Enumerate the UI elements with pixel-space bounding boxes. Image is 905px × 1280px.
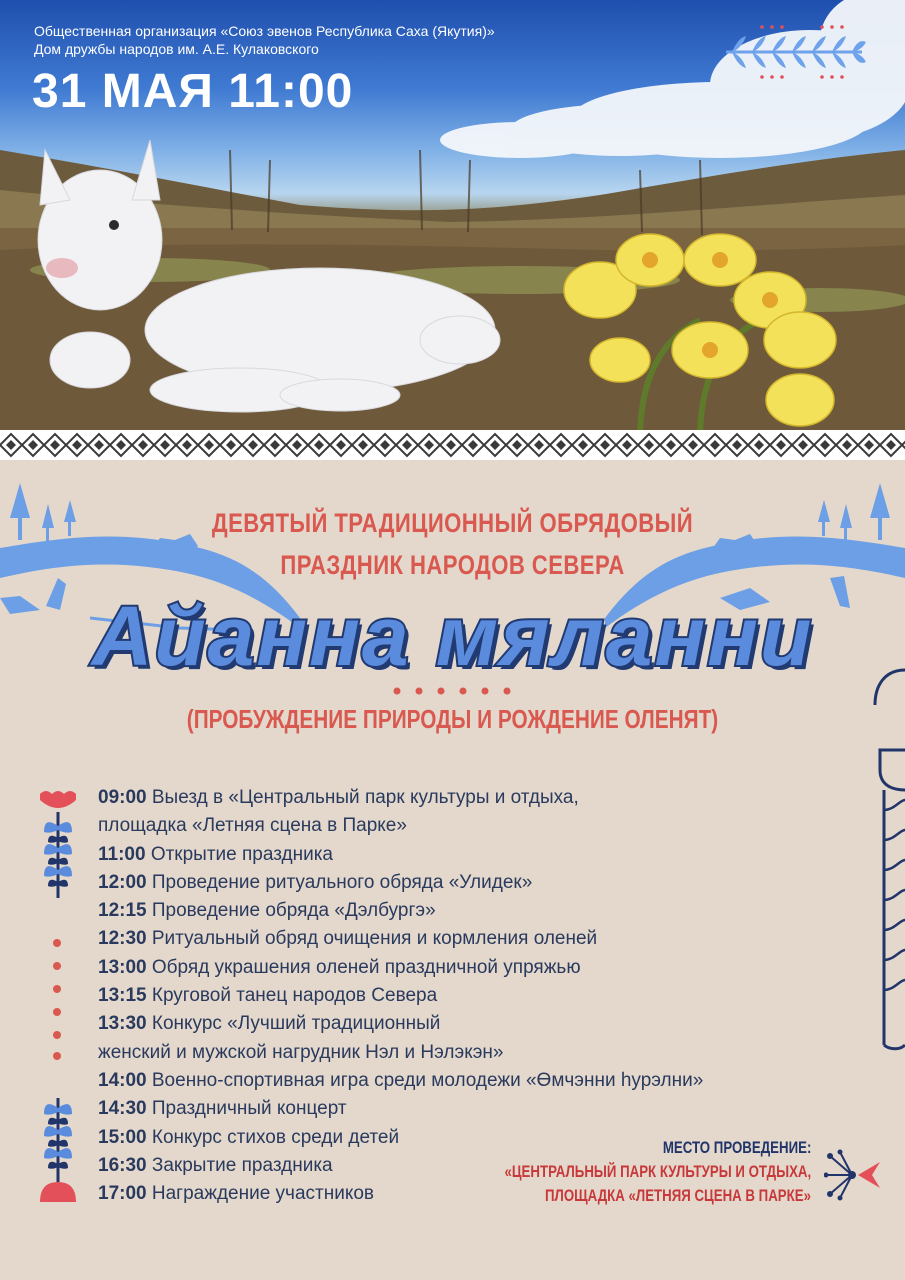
schedule-time: 12:30: [98, 928, 147, 950]
schedule-row: [98, 1067, 878, 1095]
tulip-ornament-icon: [36, 786, 80, 902]
schedule-time: 16:30: [98, 1154, 147, 1176]
schedule-text: Круговой танец народов Севера: [146, 985, 438, 1007]
tulip-ornament-icon: [36, 1094, 80, 1210]
event-subtitle-line-1: ДЕВЯТЫЙ ТРАДИЦИОННЫЙ ОБРЯДОВЫЙ: [211, 508, 694, 538]
schedule-row: [98, 982, 878, 1010]
schedule-text: Праздничный концерт: [146, 1098, 347, 1120]
schedule-text: Военно-спортивная игра среди молодежи «Өмчэнни һурэлни»: [146, 1069, 704, 1091]
venue-line-1: «ЦЕНТРАЛЬНЫЙ ПАРК КУЛЬТУРЫ И ОТДЫХА,: [504, 1162, 811, 1181]
schedule-row: [98, 1095, 878, 1123]
ornament-border: [0, 430, 905, 460]
event-tagline: (ПРОБУЖДЕНИЕ ПРИРОДЫ И РОЖДЕНИЕ ОЛЕНЯТ): [186, 704, 719, 734]
organizer-line-2: Дом дружбы народов им. А.Е. Кулаковского: [34, 41, 319, 57]
venue-label: МЕСТО ПРОВЕДЕНИЕ:: [662, 1138, 811, 1157]
schedule-text: женский и мужской нагрудник Нэл и Нэлэкэн»: [98, 1041, 504, 1063]
schedule-row: [98, 954, 878, 982]
venue-line-2: ПЛОЩАДКА «ЛЕТНЯЯ СЦЕНА В ПАРКЕ»: [545, 1186, 811, 1205]
schedule-text: Конкурс «Лучший традиционный: [146, 1013, 441, 1035]
schedule-row: [98, 784, 878, 812]
schedule-row: [98, 1010, 878, 1038]
schedule-row: [98, 897, 878, 925]
schedule-time: 15:00: [98, 1126, 147, 1148]
event-date-time: 31 МАЯ 11:00: [32, 65, 354, 118]
schedule-time: 11:00: [98, 843, 146, 865]
schedule-time: 13:30: [98, 1013, 147, 1035]
dots-divider: [392, 686, 516, 696]
schedule-text: Награждение участников: [146, 1183, 375, 1205]
schedule-time: 13:00: [98, 956, 147, 978]
schedule-text: Конкурс стихов среди детей: [146, 1126, 400, 1148]
schedule-time: 14:00: [98, 1069, 147, 1091]
schedule-row: [98, 869, 878, 897]
wheat-ornament-icon: [722, 22, 872, 82]
schedule-text: Закрытие праздника: [146, 1154, 333, 1176]
location-burst-icon: [824, 1148, 882, 1202]
schedule-text: площадка «Летняя сцена в Парке»: [98, 815, 407, 837]
schedule-text: Открытие праздника: [145, 843, 333, 865]
event-main-title: Айанна мяланни: [91, 589, 814, 683]
schedule-text: Ритуальный обряд очищения и кормления оленей: [146, 928, 598, 950]
schedule-row: [98, 925, 878, 953]
schedule-time: 12:00: [98, 871, 147, 893]
schedule-time: 13:15: [98, 985, 147, 1007]
schedule-time: 14:30: [98, 1098, 147, 1120]
schedule-time: 12:15: [98, 900, 147, 922]
organizer-line-1: Общественная организация «Союз эвенов Республика Саха (Якутия)»: [34, 23, 495, 39]
hero-photo: [0, 0, 905, 440]
schedule-text: Проведение обряда «Дэлбургэ»: [146, 900, 436, 922]
schedule-text: Обряд украшения оленей праздничной упряжью: [146, 956, 581, 978]
schedule-time: 17:00: [98, 1183, 147, 1205]
schedule-text: Выезд в «Центральный парк культуры и отдыха,: [146, 787, 579, 808]
schedule-row: [98, 841, 878, 869]
schedule-time: 09:00: [98, 787, 147, 808]
event-subtitle-line-2: ПРАЗДНИК НАРОДОВ СЕВЕРА: [280, 550, 625, 580]
dots-column: [50, 936, 64, 1062]
schedule-text: Проведение ритуального обряда «Улидек»: [146, 871, 533, 893]
schedule-row: [98, 812, 878, 840]
schedule-row: [98, 1039, 878, 1067]
